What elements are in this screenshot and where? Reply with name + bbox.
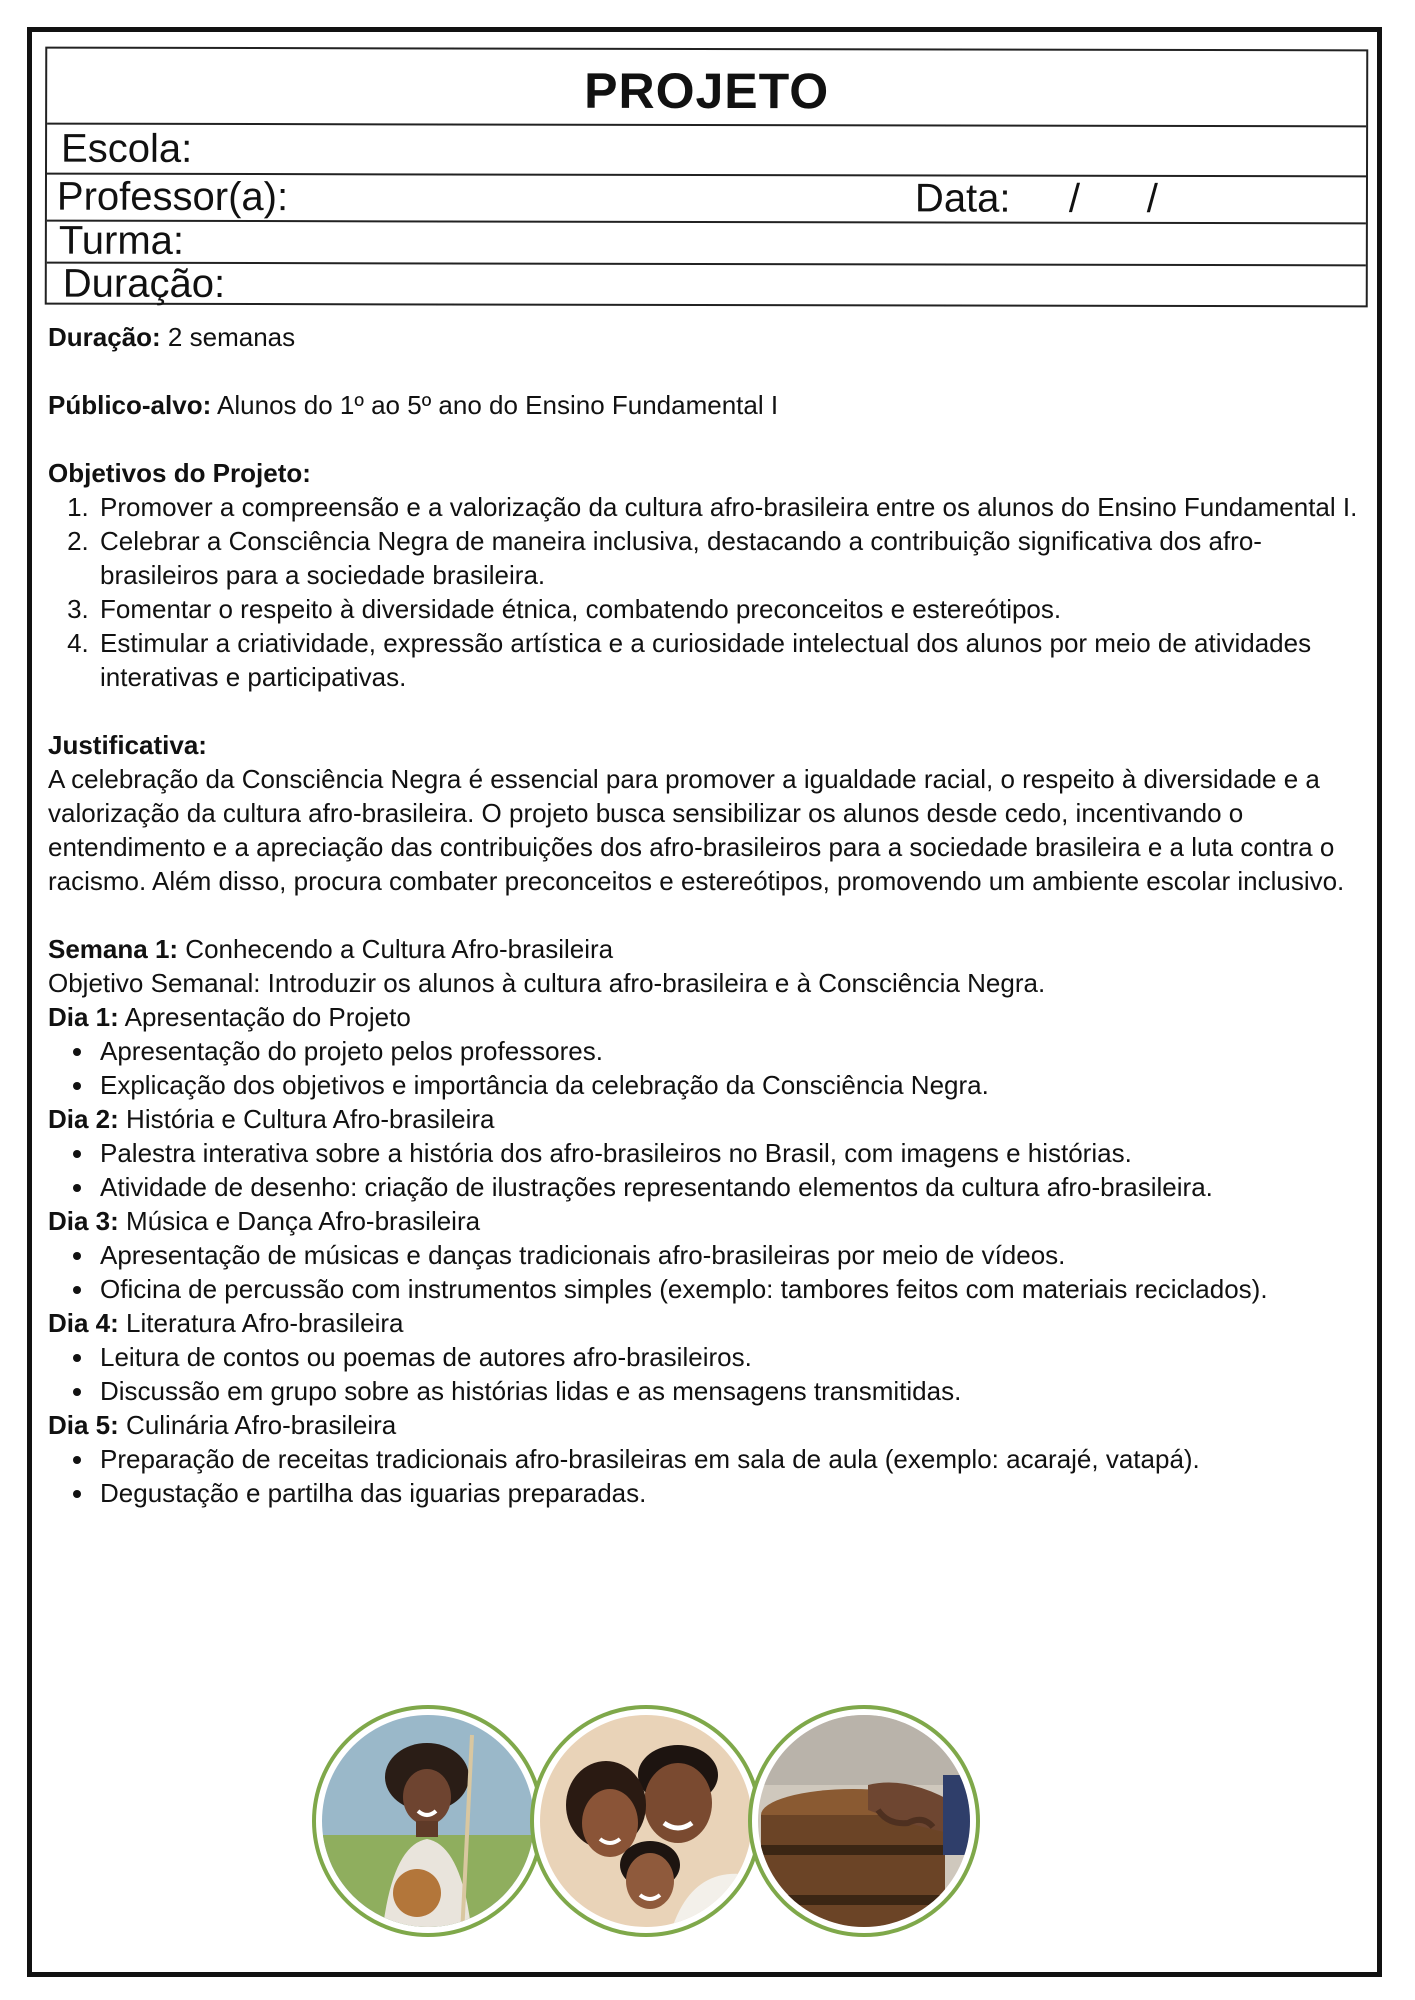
dia-list [48, 1442, 1368, 1510]
capoeira-woman-image [322, 1715, 534, 1927]
list-item: • Apresentação do projeto pelos professores. [96, 1034, 1368, 1068]
dia-heading: Dia 5: Culinária Afro-brasileira [48, 1410, 397, 1440]
page-title: PROJETO [584, 62, 830, 120]
dia-heading: Dia 1: Apresentação do Projeto [48, 1002, 411, 1032]
objetivos-list [48, 490, 1368, 694]
divider [47, 220, 1366, 225]
list-item: 4. Estimular a criatividade, expressão artística e a curiosidade intelectual dos alunos por meio de atividades interativas e participativas. [96, 626, 1368, 694]
list-item: • Discussão em grupo sobre as histórias lidas e as mensagens transmitidas. [96, 1374, 1368, 1408]
publico-label: Público-alvo: [48, 390, 212, 420]
data-field-label: Data: [914, 176, 1011, 221]
dia-heading: Dia 3: Música e Dança Afro-brasileira [48, 1206, 481, 1236]
list-item: • Apresentação de músicas e danças tradicionais afro-brasileiras por meio de vídeos. [96, 1238, 1368, 1272]
header-form [45, 47, 1369, 308]
list-item: • Degustação e partilha das iguarias preparadas. [96, 1476, 1368, 1510]
semana1-objetivo: Objetivo Semanal: Introduzir os alunos à cultura afro-brasileira e à Consciência Negra. [48, 968, 1046, 998]
family-photo [530, 1705, 762, 1937]
list-item: • Palestra interativa sobre a história dos afro-brasileiros no Brasil, com imagens e histórias. [96, 1136, 1368, 1170]
list-item: 1. Promover a compreensão e a valorização da cultura afro-brasileira entre os alunos do Ensino Fundamental I. [96, 490, 1368, 524]
list-item: 3. Fomentar o respeito à diversidade étnica, combatendo preconceitos e estereótipos. [96, 592, 1368, 626]
list-item: • Leitura de contos ou poemas de autores afro-brasileiros. [96, 1340, 1368, 1374]
document-body [48, 320, 1368, 1510]
escola-field-label: Escola: [61, 126, 193, 171]
photo-strip [312, 1705, 992, 1955]
duracao-label: Duração: [48, 322, 161, 352]
dia-list [48, 1340, 1368, 1408]
list-item: • Oficina de percussão com instrumentos simples (exemplo: tambores feitos com materiais reciclados). [96, 1272, 1368, 1306]
dia-heading: Dia 2: História e Cultura Afro-brasileira [48, 1104, 495, 1134]
list-item: • Explicação dos objetivos e importância da celebração da Consciência Negra. [96, 1068, 1368, 1102]
divider [47, 123, 1366, 128]
duracao-value: 2 semanas [160, 322, 296, 352]
list-item: 2. Celebrar a Consciência Negra de maneira inclusiva, destacando a contribuição significativa dos afro-brasileiros para a sociedade brasileira. [96, 524, 1368, 592]
turma-field-label: Turma: [58, 218, 185, 263]
family-image [540, 1715, 752, 1927]
duracao-field-label: Duração: [62, 261, 226, 306]
duracao-line [48, 320, 1368, 354]
justificativa-heading: Justificativa: [48, 730, 207, 760]
professor-field-label: Professor(a): [56, 174, 289, 220]
list-item: • Preparação de receitas tradicionais afro-brasileiras em sala de aula (exemplo: acarajé, vatapá). [96, 1442, 1368, 1476]
date-slashes: / / [1068, 176, 1158, 221]
justificativa-text: A celebração da Consciência Negra é essencial para promover a igualdade racial, o respeito à diversidade e a valorização da cultura afro-brasileira. O projeto busca sensibilizar os alunos desde cedo, incentivando o entendimento e a apreciação das contribuições dos afro-brasileiros para a sociedade brasileira e a luta contra o racismo. Além disso, procura combater preconceitos e estereótipos, promovendo um ambiente escolar inclusivo. [48, 764, 1345, 896]
publico-value: Alunos do 1º ao 5º ano do Ensino Fundamental I [211, 390, 779, 420]
objetivos-heading: Objetivos do Projeto: [48, 458, 311, 488]
publico-line [48, 388, 1368, 422]
dia-list [48, 1238, 1368, 1306]
capoeira-woman-photo [312, 1705, 544, 1937]
semana1-heading: Semana 1: Conhecendo a Cultura Afro-brasileira [48, 934, 614, 964]
divider [47, 262, 1366, 267]
dia-heading: Dia 4: Literatura Afro-brasileira [48, 1308, 404, 1338]
drum-hands-image [758, 1715, 970, 1927]
drum-hands-photo [748, 1705, 980, 1937]
dia-list [48, 1136, 1368, 1204]
dia-list [48, 1034, 1368, 1102]
list-item: • Atividade de desenho: criação de ilustrações representando elementos da cultura afro-brasileira. [96, 1170, 1368, 1204]
